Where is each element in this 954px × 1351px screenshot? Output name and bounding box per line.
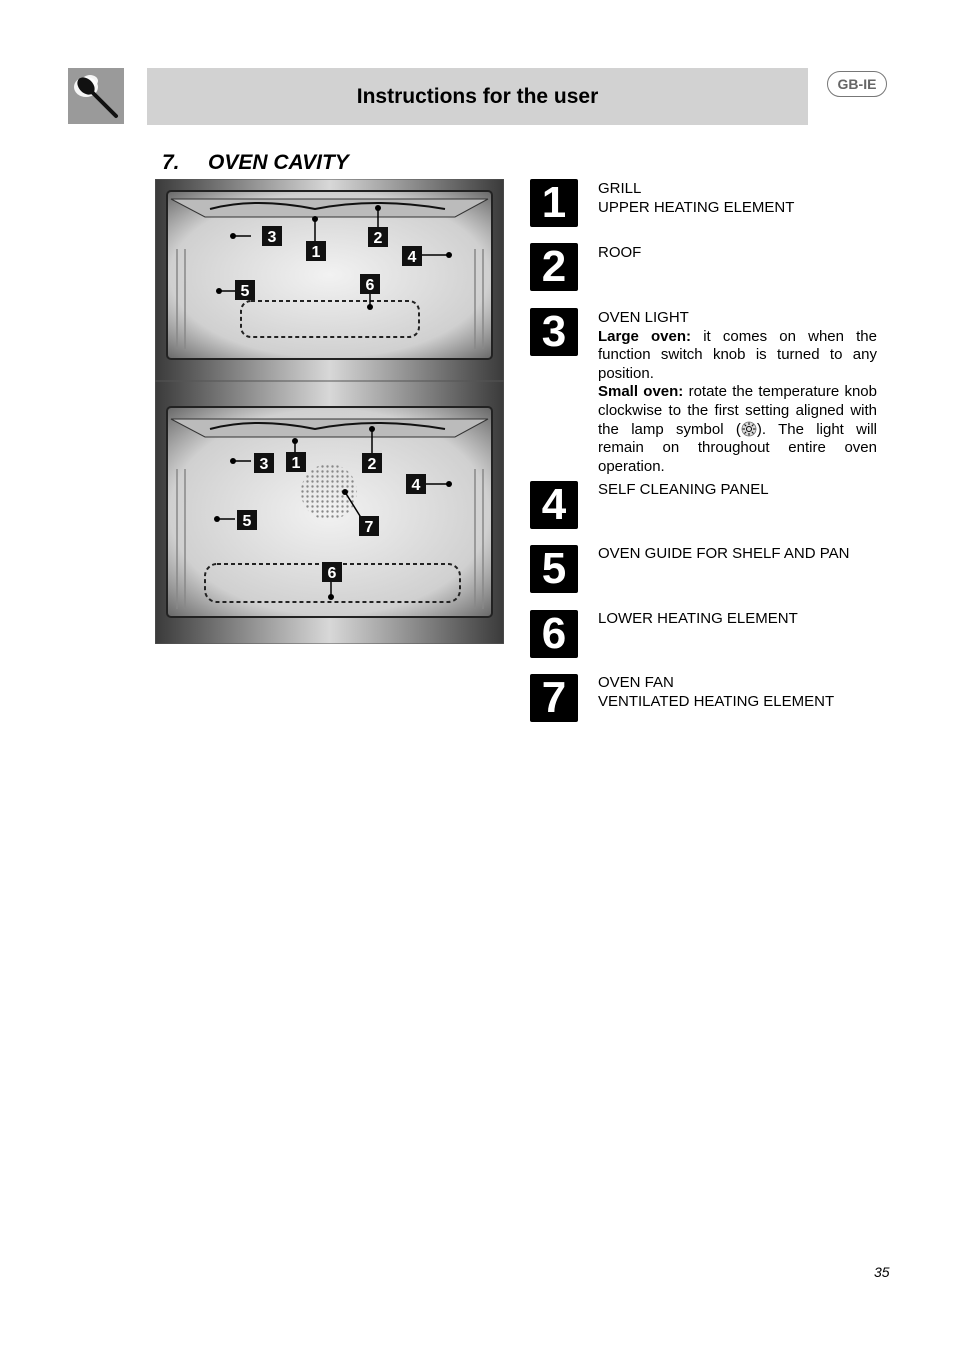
upper-callout-6-label: 6 [365,277,375,294]
item-label: OVEN FAN [598,674,674,691]
lower-callout-2-label: 2 [367,456,377,473]
section-number: 7. [162,151,180,174]
page-number: 35 [874,1264,890,1280]
header-title: Instructions for the user [356,84,599,108]
small-oven-text: Small oven: rotate the temperature knob clockwise to the first setting aligned with the lamp symbol ( ). The light will remain on throughout entire oven operation. [598,383,877,475]
lamp-symbol-icon [741,421,757,437]
upper-callout-3-label: 3 [267,229,277,246]
item-label: SELF CLEANING PANEL [598,481,769,498]
large-oven-text: Large oven: it comes on when the function switch knob is turned to any position. [598,327,877,382]
lower-callout-5-label: 5 [242,513,252,530]
lower-callout-4-label: 4 [411,477,421,494]
item-number-badge: 2 [530,243,578,291]
small-oven-label: Small oven: [598,383,684,401]
upper-callout-1-label: 1 [311,244,321,261]
item-number-badge: 7 [530,674,578,722]
item-number-badge: 6 [530,610,578,658]
oven-cavity-diagram [155,179,504,644]
item-label: OVEN LIGHT [598,309,689,326]
item-label: GRILL [598,180,642,197]
upper-callout-2-label: 2 [373,230,383,247]
item-label: VENTILATED HEATING ELEMENT [598,692,835,710]
item-label: OVEN GUIDE FOR SHELF AND PAN [598,545,850,562]
lower-callout-7-label: 7 [364,519,374,536]
item-number-badge: 5 [530,545,578,593]
item-label: LOWER HEATING ELEMENT [598,610,798,627]
item-label: UPPER HEATING ELEMENT [598,198,795,216]
lower-callout-1-label: 1 [291,455,301,472]
item-number-badge: 4 [530,481,578,529]
upper-callout-5-label: 5 [240,283,250,300]
section-title: OVEN CAVITY [208,151,349,174]
lower-callout-6-label: 6 [327,565,337,582]
item-number-badge: 1 [530,179,578,227]
lower-callout-3-label: 3 [259,456,269,473]
item-number-badge: 3 [530,308,578,356]
section-heading [162,151,349,175]
header-bar [147,68,808,125]
large-oven-label: Large oven: [598,327,692,345]
chef-spoon-icon [68,68,124,124]
upper-callout-4-label: 4 [407,249,417,266]
item-label: ROOF [598,244,642,261]
language-badge: GB-IE [827,71,887,97]
